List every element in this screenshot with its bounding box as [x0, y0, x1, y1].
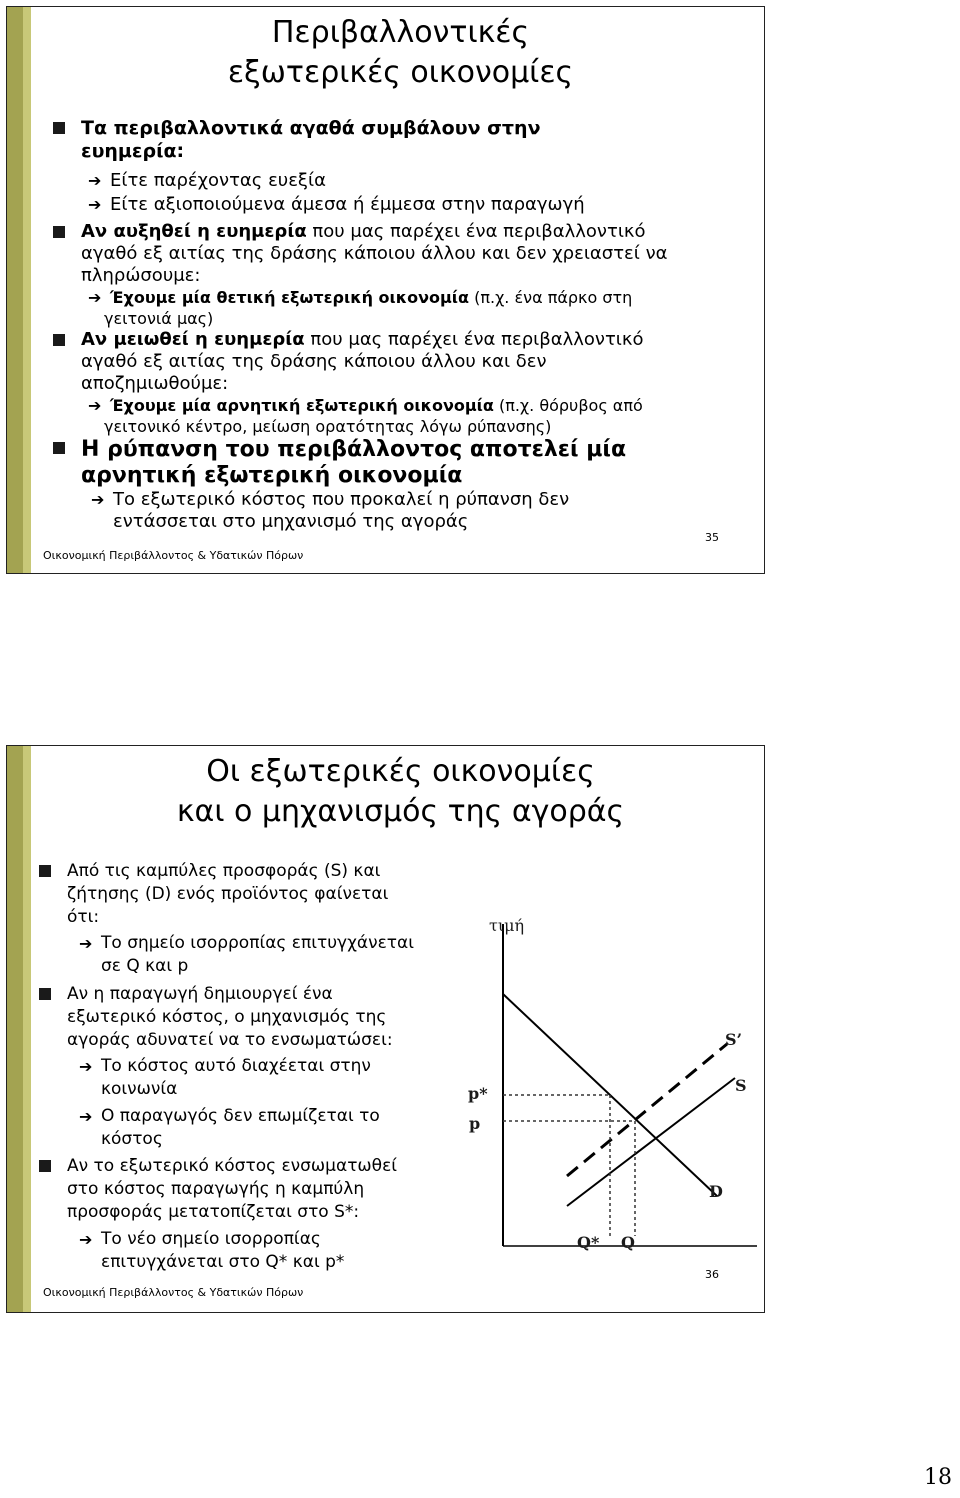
slide-36 [6, 745, 765, 1313]
arrow-right-icon: ➔ [79, 934, 93, 953]
label-s-prime: S’ [725, 1030, 743, 1049]
slide-accent-bar-inner [23, 746, 31, 1312]
subbullet-negative-externality: ➔ Έχουμε μία αρνητική εξωτερική οικονομία (π.χ. θόρυβος από γειτονικό κέντρο, μείωση ορατότητας λόγω ρύπανσης) [88, 396, 643, 436]
bullet-welfare-decrease: Αν μειωθεί η ευημερία που μας παρέχει ένα περιβαλλοντικό αγαθό εξ αιτίας της δράσης κάποιου άλλου και δεν αποζημιωθούμε: [81, 329, 644, 394]
subbullet-equilibrium: ➔ Το σημείο ισορροπίας επιτυγχάνεται σε Q και p [79, 933, 414, 976]
supply-demand-diagram [467, 906, 767, 1256]
subbullet-wellbeing: ➔ Είτε παρέχοντας ευεξία [88, 170, 326, 191]
arrow-right-icon: ➔ [79, 1057, 93, 1076]
bullet-environmental-goods [81, 117, 541, 163]
bullet-pollution: Η ρύπανση του περιβάλλοντος αποτελεί μία αρνητική εξωτερική οικονομία [81, 437, 627, 488]
label-p: p [469, 1114, 481, 1133]
slide-title-line1: Οι εξωτερικές οικονομίες [206, 754, 595, 789]
slide-35 [6, 6, 765, 574]
slide-footer: Οικονομική Περιβάλλοντος & Υδατικών Πόρων [43, 1286, 304, 1299]
arrow-right-icon: ➔ [91, 490, 105, 509]
arrow-right-icon: ➔ [79, 1230, 93, 1249]
slide-title [37, 752, 764, 832]
slide-title [37, 13, 764, 93]
slide-title-line1: Περιβαλλοντικές [271, 15, 530, 50]
arrow-right-icon: ➔ [88, 396, 102, 415]
subbullet-cost-spread: ➔ Το κόστος αυτό διαχέεται στην κοινωνία [79, 1056, 371, 1099]
bullet-line: ευημερία: [81, 140, 185, 162]
label-p-star: p* [468, 1084, 488, 1103]
bullet-line: Τα περιβαλλοντικά αγαθά συμβάλουν στην [81, 117, 541, 139]
arrow-right-icon: ➔ [79, 1107, 93, 1126]
arrow-right-icon: ➔ [88, 288, 102, 307]
arrow-right-icon: ➔ [88, 195, 102, 214]
label-s: S [735, 1076, 747, 1095]
subbullet-production: ➔ Είτε αξιοποιούμενα άμεσα ή έμμεσα στην παραγωγή [88, 194, 585, 215]
slide-footer: Οικονομική Περιβάλλοντος & Υδατικών Πόρων [43, 549, 304, 562]
bullet-internalized-cost: Αν το εξωτερικό κόστος ενσωματωθεί στο κόστος παραγωγής η καμπύλη προσφοράς μετατοπίζεται στο S*: [67, 1156, 398, 1222]
bullet-supply-demand: Από τις καμπύλες προσφοράς (S) και ζήτησης (D) ενός προϊόντος φαίνεται ότι: [67, 861, 389, 927]
slide-accent-bar [7, 7, 23, 573]
slide-page-number: 36 [705, 1268, 719, 1281]
supply-curve-s-prime [567, 1044, 727, 1176]
y-axis-label: τιμή [489, 916, 525, 935]
bullet-welfare-increase: Αν αυξηθεί η ευημερία που μας παρέχει ένα περιβαλλοντικό αγαθό εξ αιτίας της δράσης κάποιου άλλου και δεν χρειαστεί να πληρώσουμε: [81, 221, 668, 286]
slide-page-number: 35 [705, 531, 719, 544]
slide-title-line2: εξωτερικές οικονομίες [227, 55, 574, 90]
subbullet-positive-externality: ➔ Έχουμε μία θετική εξωτερική οικονομία (π.χ. ένα πάρκο στη γειτονιά μας) [88, 288, 633, 328]
label-q-star: Q* [577, 1233, 600, 1252]
arrow-right-icon: ➔ [88, 171, 102, 190]
slide-accent-bar [7, 746, 23, 1312]
slide-title-line2: και ο μηχανισμός της αγοράς [176, 794, 625, 829]
subbullet-new-equilibrium: ➔ Το νέο σημείο ισορροπίας επιτυγχάνεται στο Q* και p* [79, 1229, 345, 1272]
label-q: Q [621, 1233, 635, 1252]
subbullet-producer: ➔ Ο παραγωγός δεν επωμίζεται το κόστος [79, 1106, 380, 1149]
label-d: D [709, 1182, 723, 1201]
bullet-external-cost: Αν η παραγωγή δημιουργεί ένα εξωτερικό κόστος, ο μηχανισμός της αγοράς αδυνατεί να το ενσωματώσει: [67, 984, 393, 1050]
subbullet-external-cost: ➔ Το εξωτερικό κόστος που προκαλεί η ρύπανση δεν εντάσσεται στο μηχανισμό της αγοράς [91, 489, 570, 532]
slide-accent-bar-inner [23, 7, 31, 573]
document-page-number: 18 [924, 1465, 952, 1490]
